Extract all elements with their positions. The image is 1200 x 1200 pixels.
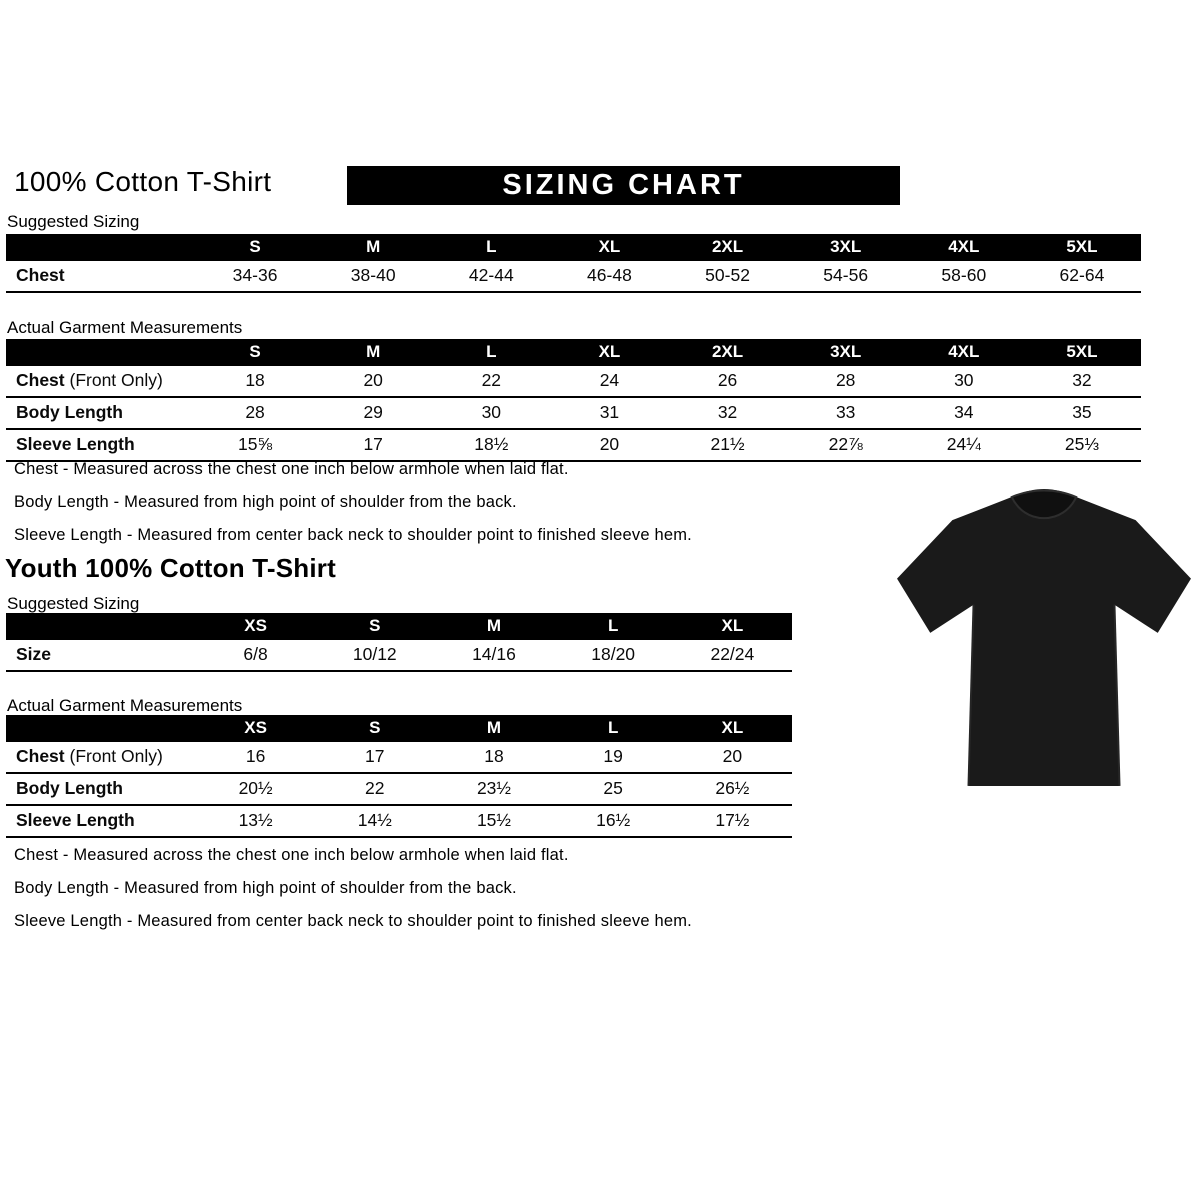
note-chest: Chest - Measured across the chest one inch below armhole when laid flat. — [14, 846, 569, 864]
measurement-cell: 18/20 — [554, 640, 673, 671]
measurement-cell: 23½ — [434, 773, 553, 805]
measurement-cell: 22 — [432, 366, 550, 397]
size-column-header: 3XL — [787, 339, 905, 366]
measurement-cell: 16 — [196, 742, 315, 773]
adult-measurement-notes — [14, 460, 834, 559]
size-column-header: L — [554, 715, 673, 742]
youth-actual-measurements-label: Actual Garment Measurements — [7, 696, 243, 715]
measurement-cell: 18½ — [432, 429, 550, 461]
measurement-cell: 24 — [550, 366, 668, 397]
sizing-chart-banner: SIZING CHART — [347, 166, 900, 205]
measurement-cell: 21½ — [669, 429, 787, 461]
measurement-cell: 29 — [314, 397, 432, 429]
table-row — [6, 742, 792, 773]
size-column-header: S — [196, 339, 314, 366]
measurement-cell: 38-40 — [314, 261, 432, 292]
measurement-cell: 13½ — [196, 805, 315, 837]
header-spacer — [6, 234, 196, 261]
size-column-header: L — [432, 339, 550, 366]
size-column-header: M — [434, 613, 553, 640]
size-column-header: M — [434, 715, 553, 742]
measurement-cell: 20½ — [196, 773, 315, 805]
row-label: Chest (Front Only) — [6, 742, 196, 773]
size-column-header: M — [314, 234, 432, 261]
measurement-cell: 14½ — [315, 805, 434, 837]
row-label: Body Length — [6, 397, 196, 429]
measurement-cell: 18 — [196, 366, 314, 397]
adult-actual-measurements-table — [6, 339, 1141, 462]
measurement-cell: 58-60 — [905, 261, 1023, 292]
measurement-cell: 20 — [314, 366, 432, 397]
youth-actual-measurements-table — [6, 715, 792, 838]
measurement-cell: 22/24 — [673, 640, 792, 671]
measurement-cell: 33 — [787, 397, 905, 429]
measurement-cell: 30 — [905, 366, 1023, 397]
size-column-header: S — [315, 613, 434, 640]
adult-actual-measurements-label: Actual Garment Measurements — [7, 318, 243, 337]
size-column-header: XL — [673, 715, 792, 742]
size-column-header: XS — [196, 715, 315, 742]
size-column-header: XL — [673, 613, 792, 640]
size-column-header: XL — [550, 339, 668, 366]
row-label: Sleeve Length — [6, 805, 196, 837]
measurement-cell: 28 — [787, 366, 905, 397]
youth-section-title: Youth 100% Cotton T-Shirt — [5, 553, 336, 583]
measurement-cell: 30 — [432, 397, 550, 429]
size-column-header: 5XL — [1023, 339, 1141, 366]
row-label: Size — [6, 640, 196, 671]
measurement-cell: 16½ — [554, 805, 673, 837]
size-column-header: L — [432, 234, 550, 261]
measurement-cell: 17 — [314, 429, 432, 461]
measurement-cell: 10/12 — [315, 640, 434, 671]
note-chest: Chest - Measured across the chest one inch below armhole when laid flat. — [14, 460, 569, 478]
size-column-header: S — [196, 234, 314, 261]
measurement-cell: 32 — [669, 397, 787, 429]
header-row — [6, 339, 1141, 366]
size-column-header: M — [314, 339, 432, 366]
table-row — [6, 366, 1141, 397]
measurement-cell: 46-48 — [550, 261, 668, 292]
adult-suggested-sizing-label: Suggested Sizing — [7, 212, 140, 231]
size-column-header: XL — [550, 234, 668, 261]
header-spacer — [6, 339, 196, 366]
measurement-cell: 18 — [434, 742, 553, 773]
size-column-header: L — [554, 613, 673, 640]
note-body-length: Body Length - Measured from high point of shoulder from the back. — [14, 879, 517, 897]
youth-suggested-sizing-label: Suggested Sizing — [7, 594, 140, 613]
row-label: Chest — [6, 261, 196, 292]
header-row — [6, 613, 792, 640]
measurement-cell: 25 — [554, 773, 673, 805]
youth-measurement-notes — [14, 846, 834, 945]
table-row — [6, 261, 1141, 292]
measurement-cell: 20 — [673, 742, 792, 773]
measurement-cell: 35 — [1023, 397, 1141, 429]
measurement-cell: 17½ — [673, 805, 792, 837]
table-row — [6, 429, 1141, 461]
tshirt-icon — [893, 474, 1195, 814]
adult-suggested-sizing-table — [6, 234, 1141, 293]
measurement-cell: 62-64 — [1023, 261, 1141, 292]
table-row — [6, 773, 792, 805]
measurement-cell: 6/8 — [196, 640, 315, 671]
measurement-cell: 50-52 — [669, 261, 787, 292]
measurement-cell: 34-36 — [196, 261, 314, 292]
header-spacer — [6, 613, 196, 640]
measurement-cell: 31 — [550, 397, 668, 429]
row-label: Chest (Front Only) — [6, 366, 196, 397]
size-column-header: 4XL — [905, 234, 1023, 261]
measurement-cell: 15⅝ — [196, 429, 314, 461]
black-tshirt-image — [893, 474, 1195, 814]
note-sleeve-length: Sleeve Length - Measured from center back neck to shoulder point to finished sleeve hem. — [14, 912, 692, 930]
size-column-header: XS — [196, 613, 315, 640]
table-row — [6, 640, 792, 671]
header-row — [6, 234, 1141, 261]
measurement-cell: 28 — [196, 397, 314, 429]
measurement-cell: 19 — [554, 742, 673, 773]
measurement-cell: 34 — [905, 397, 1023, 429]
note-body-length: Body Length - Measured from high point of shoulder from the back. — [14, 493, 517, 511]
size-column-header: S — [315, 715, 434, 742]
size-column-header: 3XL — [787, 234, 905, 261]
page-title: 100% Cotton T-Shirt — [14, 166, 272, 197]
measurement-cell: 22 — [315, 773, 434, 805]
measurement-cell: 42-44 — [432, 261, 550, 292]
measurement-cell: 20 — [550, 429, 668, 461]
measurement-cell: 25⅓ — [1023, 429, 1141, 461]
header-row — [6, 715, 792, 742]
measurement-cell: 32 — [1023, 366, 1141, 397]
table-row — [6, 397, 1141, 429]
measurement-cell: 22⅞ — [787, 429, 905, 461]
row-label: Body Length — [6, 773, 196, 805]
size-column-header: 2XL — [669, 234, 787, 261]
header-spacer — [6, 715, 196, 742]
size-column-header: 4XL — [905, 339, 1023, 366]
youth-suggested-sizing-table — [6, 613, 792, 672]
measurement-cell: 24¼ — [905, 429, 1023, 461]
size-column-header: 2XL — [669, 339, 787, 366]
measurement-cell: 14/16 — [434, 640, 553, 671]
measurement-cell: 17 — [315, 742, 434, 773]
measurement-cell: 54-56 — [787, 261, 905, 292]
size-column-header: 5XL — [1023, 234, 1141, 261]
table-row — [6, 805, 792, 837]
measurement-cell: 15½ — [434, 805, 553, 837]
note-sleeve-length: Sleeve Length - Measured from center back neck to shoulder point to finished sleeve hem. — [14, 526, 692, 544]
measurement-cell: 26½ — [673, 773, 792, 805]
row-label: Sleeve Length — [6, 429, 196, 461]
measurement-cell: 26 — [669, 366, 787, 397]
